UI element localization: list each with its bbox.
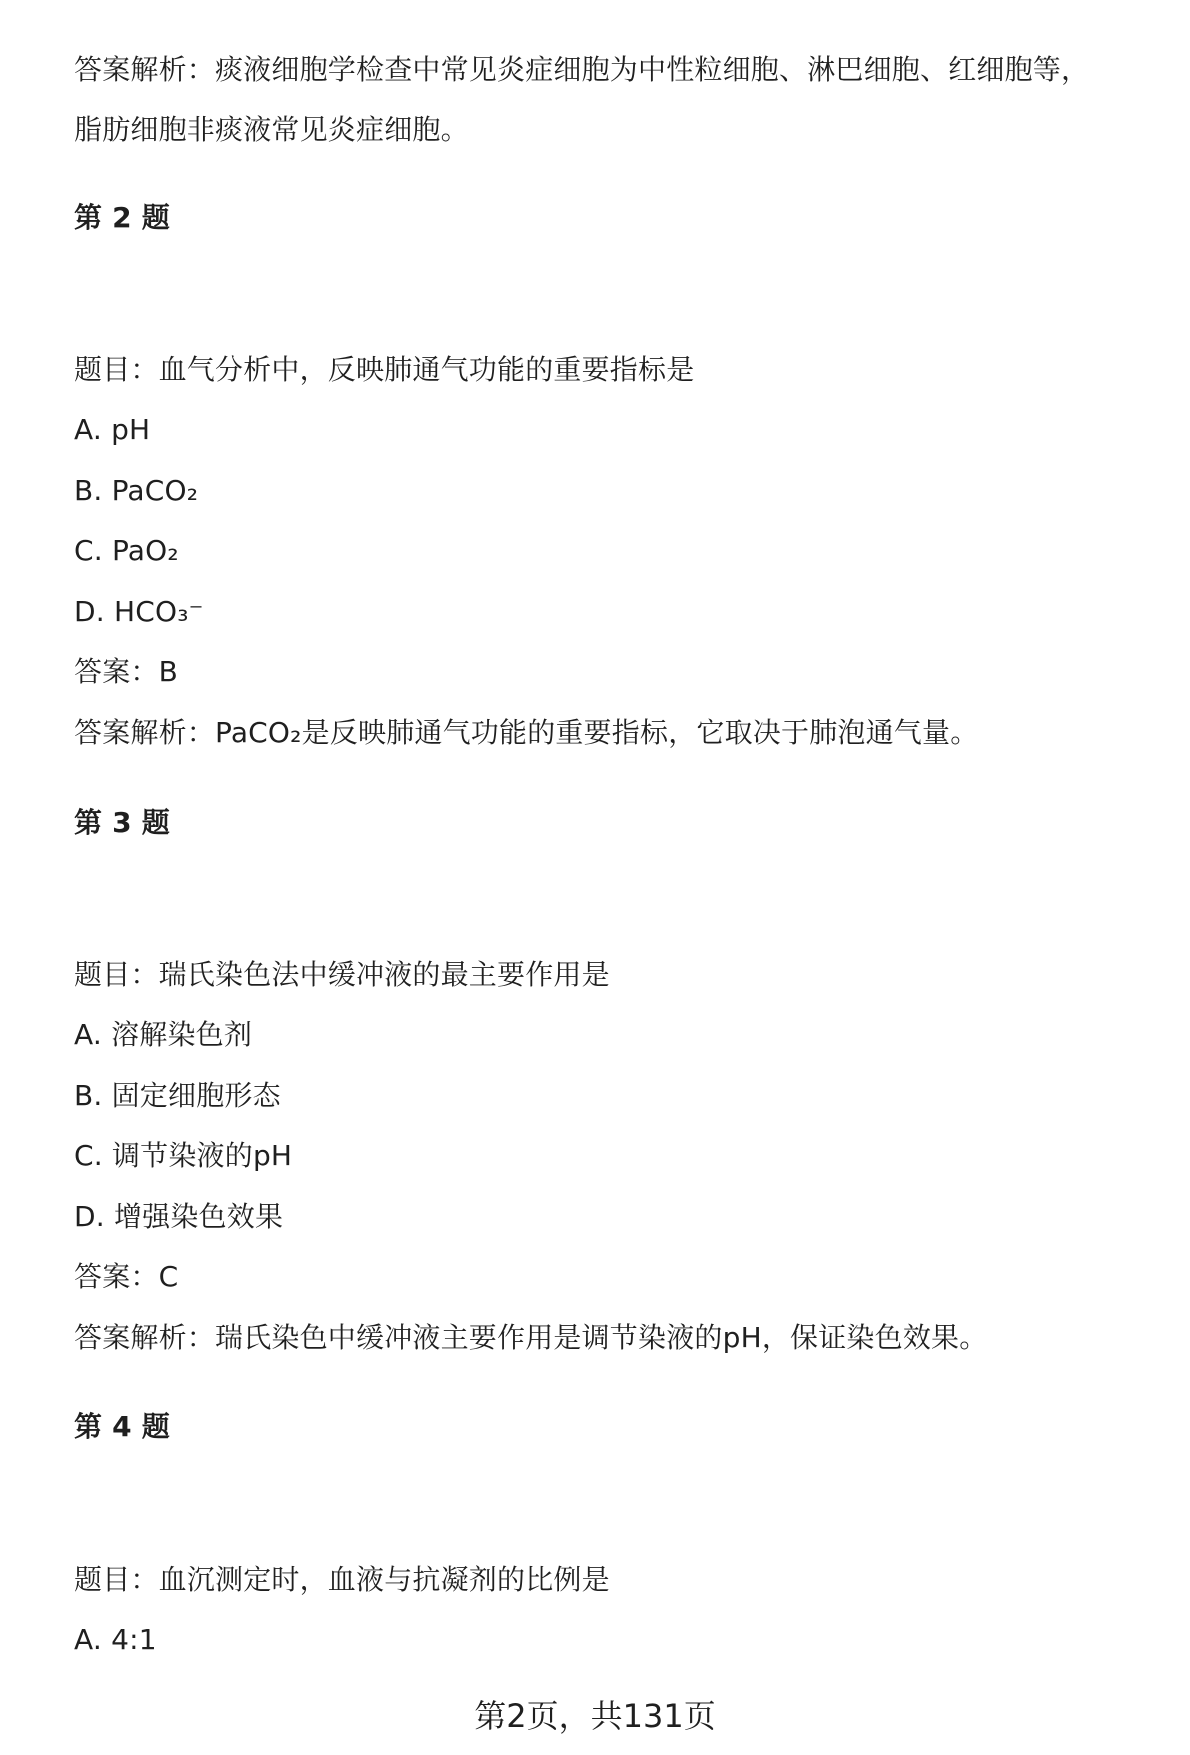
intro-explanation-line-2: 脂肪细胞非痰液常见炎症细胞。 xyxy=(74,113,469,146)
question-2-text: 题目：血气分析中，反映肺通气功能的重要指标是 xyxy=(74,353,695,386)
intro-explanation-line-1: 答案解析：痰液细胞学检查中常见炎症细胞为中性粒细胞、淋巴细胞、红细胞等， xyxy=(74,53,1090,86)
question-2-option-b: B. PaCO₂ xyxy=(74,474,199,507)
question-2-option-c: C. PaO₂ xyxy=(74,534,179,567)
question-4-text: 题目：血沉测定时，血液与抗凝剂的比例是 xyxy=(74,1563,610,1596)
question-2-option-a: A. pH xyxy=(74,413,151,446)
question-3-text: 题目：瑞氏染色法中缓冲液的最主要作用是 xyxy=(74,958,610,991)
question-3-answer: 答案：C xyxy=(74,1260,179,1293)
question-3-explanation: 答案解析：瑞氏染色中缓冲液主要作用是调节染液的pH，保证染色效果。 xyxy=(74,1321,988,1354)
question-3-heading: 第 3 题 xyxy=(74,806,170,839)
question-4-heading: 第 4 题 xyxy=(74,1410,170,1443)
question-3-option-a: A. 溶解染色剂 xyxy=(74,1018,253,1051)
question-3-option-b: B. 固定细胞形态 xyxy=(74,1079,281,1112)
question-2-answer: 答案：B xyxy=(74,655,179,688)
question-4-option-a: A. 4:1 xyxy=(74,1623,157,1656)
question-3-option-c: C. 调节染液的pH xyxy=(74,1139,293,1172)
question-2-explanation: 答案解析：PaCO₂是反映肺通气功能的重要指标，它取决于肺泡通气量。 xyxy=(74,716,979,749)
question-2-heading: 第 2 题 xyxy=(74,201,170,234)
page-number-footer: 第2页，共131页 xyxy=(474,1697,716,1735)
question-2-option-d: D. HCO₃⁻ xyxy=(74,595,204,628)
question-3-option-d: D. 增强染色效果 xyxy=(74,1200,284,1233)
